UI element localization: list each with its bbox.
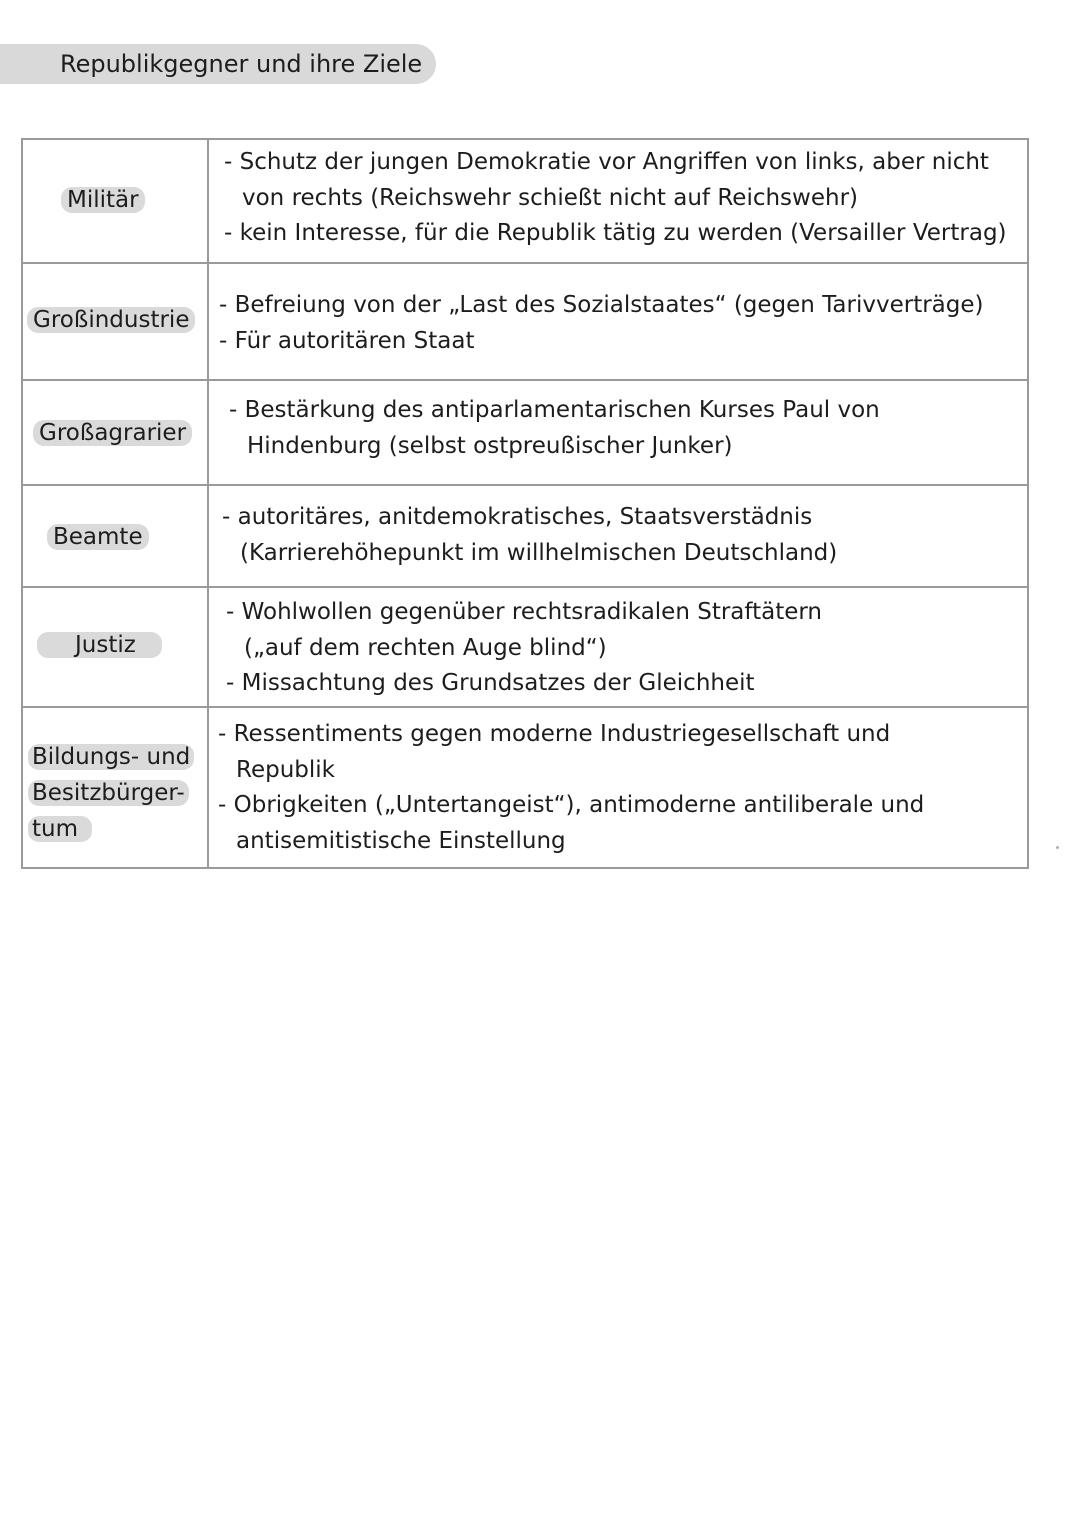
row-label-justiz — [37, 627, 162, 663]
content-line: - kein Interesse, für die Republik tätig zu werden (Versailler Vertrag) — [224, 220, 1007, 246]
content-line: - Schutz der jungen Demokratie vor Angriffen von links, aber nicht — [224, 149, 989, 175]
row-label-beamte — [47, 519, 149, 555]
content-line: - Missachtung des Grundsatzes der Gleichheit — [226, 670, 755, 696]
row-content-beamte — [222, 500, 837, 571]
page-title: Republikgegner und ihre Ziele — [60, 50, 423, 78]
row-label-text: tum — [28, 816, 92, 842]
row-divider — [23, 262, 1027, 264]
row-divider — [23, 484, 1027, 486]
content-line: (Karrierehöhepunkt im willhelmischen Deutschland) — [240, 539, 838, 566]
row-content-buergertum — [218, 717, 924, 859]
content-line: Republik — [236, 756, 335, 783]
row-label-text: Justiz — [37, 632, 162, 658]
content-line: („auf dem rechten Auge blind“) — [244, 634, 607, 661]
row-label-text: Großindustrie — [27, 307, 195, 333]
row-label-text: Beamte — [47, 524, 149, 550]
content-line: - Wohlwollen gegenüber rechtsradikalen Straftätern — [226, 599, 822, 625]
row-label-buergertum — [28, 739, 194, 847]
row-label-text: Großagrarier — [33, 420, 192, 446]
content-line: Hindenburg (selbst ostpreußischer Junker) — [247, 432, 733, 459]
content-line: - Für autoritären Staat — [219, 327, 475, 354]
column-divider — [207, 140, 209, 867]
content-line: - Ressentiments gegen moderne Industriegesellschaft und — [218, 721, 891, 747]
row-content-militaer — [224, 145, 1007, 252]
content-line: von rechts (Reichswehr schießt nicht auf Reichswehr) — [242, 184, 859, 211]
row-content-justiz — [226, 595, 822, 702]
row-label-text: Bildungs- und — [28, 744, 194, 770]
content-line: - Befreiung von der „Last des Sozialstaates“ (gegen Tarivverträge) — [219, 292, 984, 318]
row-label-grossindustrie — [27, 302, 195, 338]
row-content-grossindustrie — [219, 288, 984, 359]
row-divider — [23, 706, 1027, 708]
content-line: - Bestärkung des antiparlamentarischen Kurses Paul von — [229, 397, 880, 423]
row-content-grossagrarier — [229, 393, 880, 464]
row-label-grossagrarier — [33, 415, 192, 451]
stray-mark — [1056, 846, 1059, 849]
content-line: antisemitistische Einstellung — [236, 827, 566, 854]
row-label-militaer — [61, 182, 145, 218]
row-label-text: Militär — [61, 187, 145, 213]
row-label-text: Besitzbürger- — [28, 780, 189, 806]
row-divider — [23, 379, 1027, 381]
row-divider — [23, 586, 1027, 588]
opponents-table — [21, 138, 1029, 869]
content-line: - Obrigkeiten („Untertangeist“), antimoderne antiliberale und — [218, 792, 925, 818]
content-line: - autoritäres, anitdemokratisches, Staatsverstädnis — [222, 504, 813, 530]
